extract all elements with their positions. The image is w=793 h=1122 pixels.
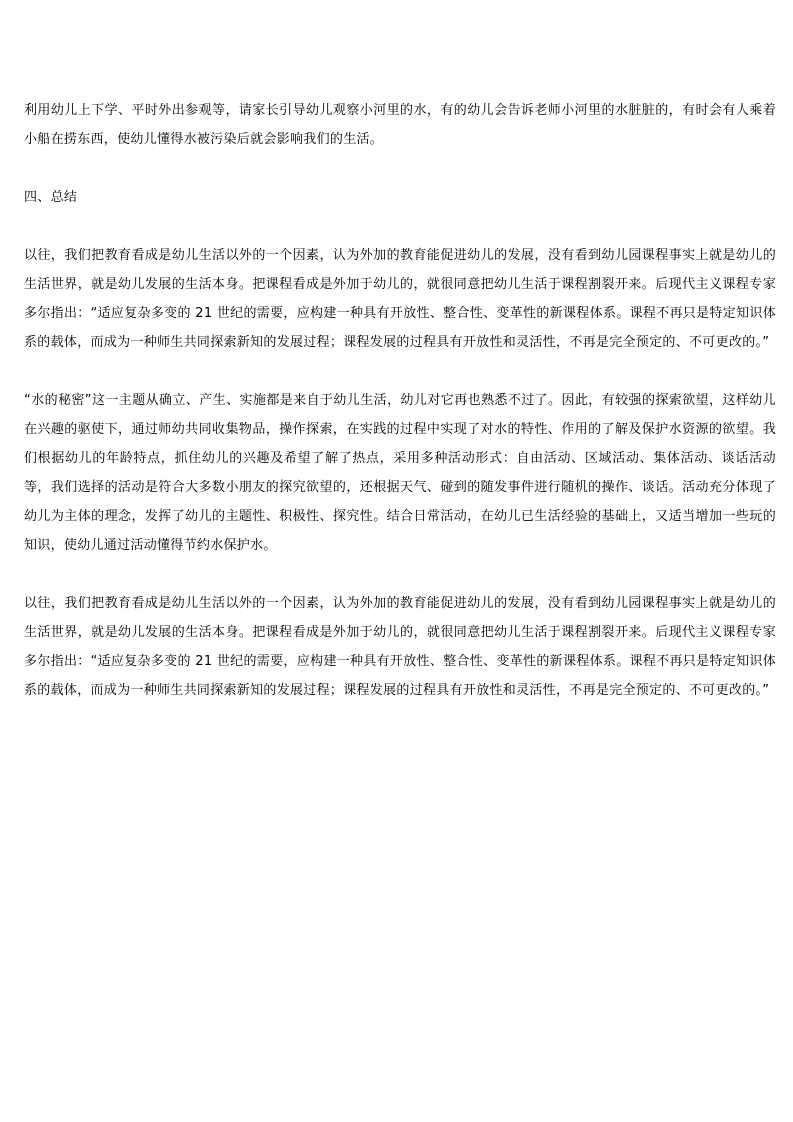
summary-paragraph-3: 以往，我们把教育看成是幼儿生活以外的一个因素，认为外加的教育能促进幼儿的发展，没有看到幼儿园课程事实上就是幼儿的生活世界，就是幼儿发展的生活本身。把课程看成是外加于幼儿的，就很同意把幼儿生活于课程割裂开来。后现代主义课程专家多尔指出：“适应复杂多变的 21 世纪的需要，应构建一种具有开放性、整合性、变革性的新课程体系。课程不再只是特定知识体系的载体，而成为一种师生共同探索新知的发展过程；课程发展的过程具有开放性和灵活性，不再是完全预定的、不可更改的。” xyxy=(24,596,776,698)
section-heading: 四、总结 xyxy=(24,190,78,205)
paragraph-spacer xyxy=(24,154,776,183)
paragraph-spacer xyxy=(24,212,776,241)
paragraph-spacer xyxy=(24,357,776,386)
intro-paragraph: 利用幼儿上下学、平时外出参观等，请家长引导幼儿观察小河里的水，有的幼儿会告诉老师小河里的水脏脏的，有时会有人乘着小船在捞东西，使幼儿懂得水被污染后就会影响我们的生活。 xyxy=(24,103,776,147)
document-body xyxy=(24,96,776,705)
summary-paragraph-2: “水的秘密”这一主题从确立、产生、实施都是来自于幼儿生活，幼儿对它再也熟悉不过了。因此，有较强的探索欲望，这样幼儿在兴趣的驱使下，通过师幼共同收集物品，操作探索，在实践的过程中实现了对水的特性、作用的了解及保护水资源的欲望。我们根据幼儿的年龄特点，抓住幼儿的兴趣及希望了解了热点，采用多种活动形式：自由活动、区域活动、集体活动、谈话活动等，我们选择的活动是符合大多数小朋友的探究欲望的，还根据天气、碰到的随发事件进行随机的操作、谈话。活动充分体现了幼儿为主体的理念，发挥了幼儿的主题性、积极性、探究性。结合日常活动，在幼儿已生活经验的基础上，又适当增加一些玩的知识，使幼儿通过活动懂得节约水保护水。 xyxy=(24,393,776,553)
paragraph-spacer xyxy=(24,560,776,589)
summary-paragraph-1: 以往，我们把教育看成是幼儿生活以外的一个因素，认为外加的教育能促进幼儿的发展，没有看到幼儿园课程事实上就是幼儿的生活世界，就是幼儿发展的生活本身。把课程看成是外加于幼儿的，就很同意把幼儿生活于课程割裂开来。后现代主义课程专家多尔指出：“适应复杂多变的 21 世纪的需要，应构建一种具有开放性、整合性、变革性的新课程体系。课程不再只是特定知识体系的载体，而成为一种师生共同探索新知的发展过程；课程发展的过程具有开放性和灵活性，不再是完全预定的、不可更改的。” xyxy=(24,248,776,350)
